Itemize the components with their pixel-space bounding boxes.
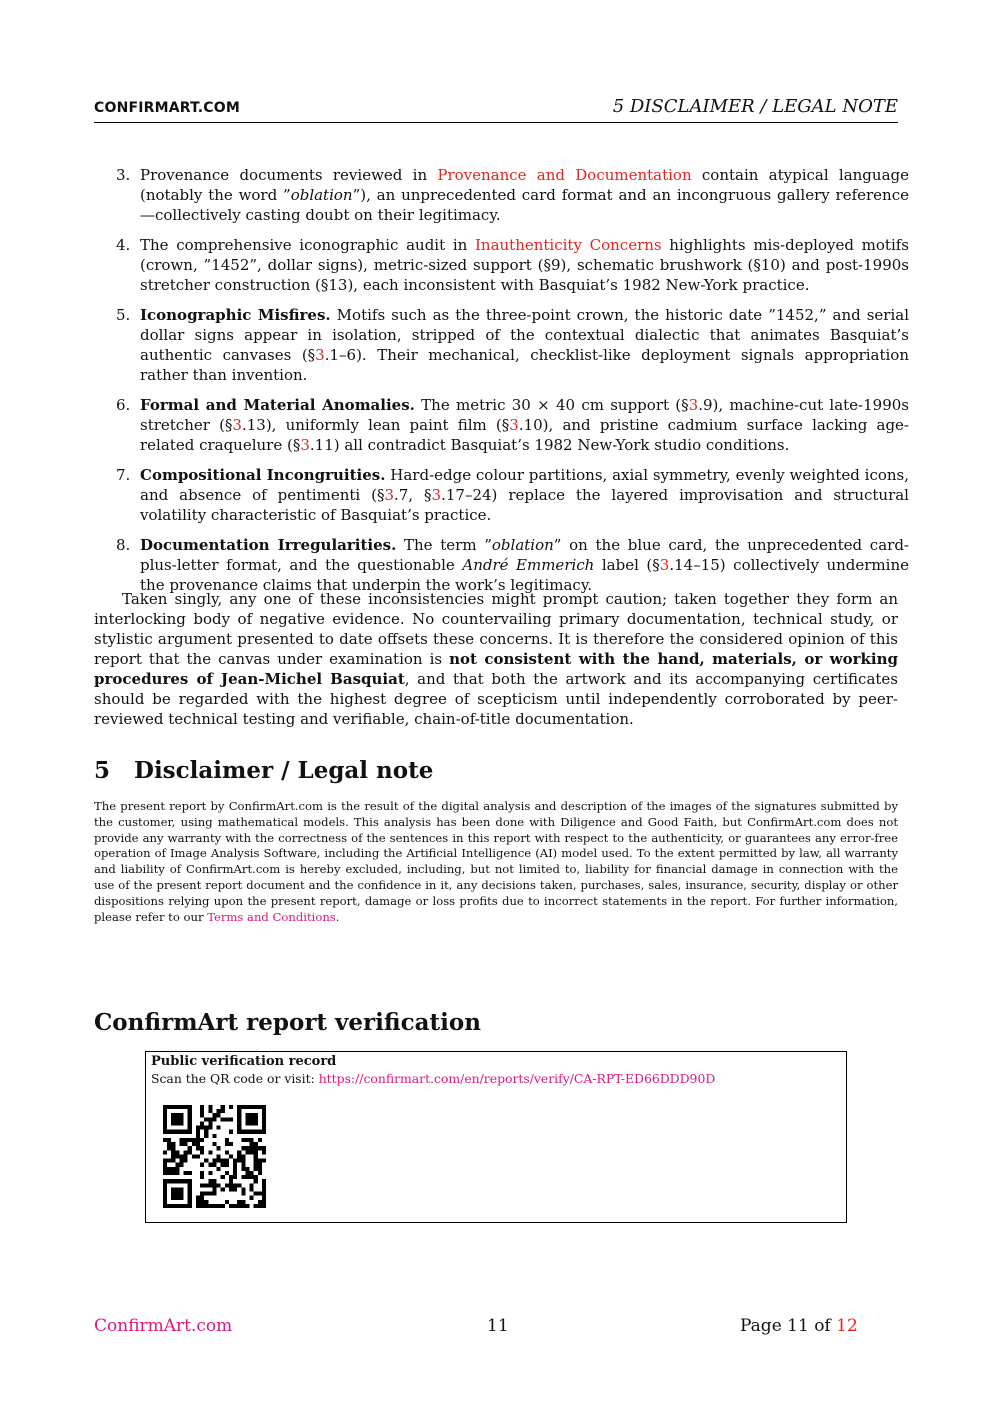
provenance-link[interactable]: Provenance and Documentation (437, 166, 692, 184)
item-text: .1–6). Their mechanical, checklist-like deployment signals appropriation rather than invention. (140, 346, 909, 384)
item-text: .14–15) collectively undermine the provenance claims that underpin the work’s legitimacy. (140, 556, 909, 594)
item-number: 7. (116, 466, 131, 484)
item-text: Motifs such as the three-point crown, the historic date ”1452,” and serial dollar signs appear in isolation, stripped of the contextual dialectic that animates Basquiat’s authentic canvases (§ (140, 306, 910, 364)
item-text: Provenance documents reviewed in (140, 166, 438, 184)
item-heading: Formal and Material Anomalies. (140, 396, 415, 414)
disclaimer-end: . (335, 909, 340, 924)
summary-conclusion: not consistent with the hand, materials, or working procedures of Jean-Michel Basquiat (94, 650, 898, 688)
item-text: contain atypical language (notably the word ” (140, 166, 909, 204)
summary-text: Taken singly, any one of these inconsistencies might prompt caution; taken together they form an interlocking body of negative evidence. No countervailing primary documentation, technical study, or stylistic argument presented to date offsets these concerns. It is therefore the considered opinion of this report that the canvas under examination is (94, 590, 898, 668)
inauthenticity-link[interactable]: Inauthenticity Concerns (474, 236, 662, 254)
item-emphasis: André Emmerich (462, 556, 595, 574)
item-heading: Compositional Incongruities. (140, 466, 386, 484)
item-number: 8. (116, 536, 131, 554)
list-item (94, 235, 909, 295)
confirmart-logo: CONFIRMART.COM (94, 100, 241, 116)
list-item (94, 465, 909, 525)
verification-box-title: Public verification record (151, 1054, 337, 1069)
list-item (94, 305, 909, 385)
section-number: 5 (94, 757, 111, 784)
section-ref-link[interactable]: 3 (431, 486, 442, 504)
section-ref-link[interactable]: 3 (509, 416, 519, 434)
item-text: Hard-edge colour partitions, axial symmetry, evenly weighted icons, and absence of pentimenti (§ (140, 466, 909, 504)
item-text: ” on the blue card, the unprecedented card-plus-letter format, and the questionable (140, 536, 909, 574)
section-ref-link[interactable]: 3 (688, 396, 699, 414)
section-title: Disclaimer / Legal note (134, 757, 434, 784)
item-text: .13), uniformly lean paint film (§ (241, 416, 510, 434)
item-text: The term ” (396, 536, 492, 554)
item-text: ”), an unprecedented card format and an incongruous gallery reference—collectively casting doubt on their legitimacy. (140, 186, 909, 224)
item-text: label (§ (594, 556, 660, 574)
item-number: 3. (116, 166, 131, 184)
item-emphasis: oblation (290, 186, 353, 204)
disclaimer-text (94, 799, 898, 925)
section-ref-link[interactable]: 3 (384, 486, 395, 504)
verification-box (145, 1051, 847, 1223)
qr-code-icon[interactable] (163, 1105, 266, 1208)
item-text: .9), machine-cut late-1990s stretcher (§ (140, 396, 909, 434)
section-ref-link[interactable]: 3 (659, 556, 670, 574)
list-item (94, 165, 909, 225)
list-item (94, 535, 909, 595)
section-ref-link[interactable]: 3 (315, 346, 325, 364)
terms-link[interactable]: Terms and Conditions (207, 909, 336, 924)
section-ref-link[interactable]: 3 (300, 436, 310, 454)
page-prefix: Page 11 of (740, 1316, 837, 1336)
footer-page-number: 11 (487, 1316, 509, 1336)
item-text: The comprehensive iconographic audit in (140, 236, 475, 254)
page-header (94, 96, 898, 123)
item-text: highlights mis-deployed motifs (crown, ”1452”, dollar signs), metric-sized support (§9), schematic brushwork (§10) and post-1990s stretcher construction (§13), each inconsistent with Basquiat’s 1982 New-York practice. (140, 236, 909, 294)
item-text: .7, § (394, 486, 432, 504)
verification-instructions (151, 1071, 715, 1086)
footer-site-link[interactable]: ConfirmArt.com (94, 1316, 233, 1336)
verification-heading: ConfirmArt report verification (94, 1009, 481, 1036)
verification-url-link[interactable]: https://confirmart.com/en/reports/verify/CA-RPT-ED66DDD90D (318, 1071, 716, 1086)
item-text: The metric 30 × 40 cm support (§ (414, 396, 689, 414)
disclaimer-heading (94, 757, 433, 784)
findings-list (94, 165, 909, 605)
item-number: 4. (116, 236, 131, 254)
item-text: .10), and pristine cadmium surface lacking age-related craquelure (§ (140, 416, 910, 454)
scan-text: Scan the QR code or visit: (151, 1071, 319, 1086)
item-heading: Documentation Irregularities. (140, 536, 397, 554)
list-item (94, 395, 909, 455)
item-number: 5. (116, 306, 131, 324)
item-number: 6. (116, 396, 131, 414)
item-text: .11) all contradict Basquiat’s 1982 New-York studio conditions. (309, 436, 790, 454)
item-emphasis: oblation (491, 536, 554, 554)
summary-paragraph (94, 589, 898, 729)
total-pages-link[interactable]: 12 (836, 1316, 858, 1336)
disclaimer-body: The present report by ConfirmArt.com is the result of the digital analysis and description of the images of the signatures submitted by the customer, using mathematical models. This analysis has been done with Diligence and Good Faith, but ConfirmArt.com does not provide any warranty with the correctness of the sentences in this report with respect to the authenticity, or guarantees any error-free operation of Image Analysis Software, including the Artificial Intelligence (AI) model used. To the extent permitted by law, all warranty and liability of ConfirmArt.com is hereby excluded, including, but not limited to, liability for financial damage in connection with the use of the present report document and the confidence in it, any decisions taken, purchases, sales, insurance, security, display or other dispositions relying upon the present report, damage or loss profits due to incorrect statements in the report. For further information, please refer to our (94, 799, 898, 924)
section-ref-link[interactable]: 3 (232, 416, 242, 434)
running-section-title: 5 DISCLAIMER / LEGAL NOTE (612, 96, 898, 117)
summary-text: , and that both the artwork and its accompanying certificates should be regarded with the highest degree of scepticism until independently corroborated by peer-reviewed technical testing and verifiable, chain-of-title documentation. (94, 670, 899, 728)
footer-page-count (740, 1316, 858, 1336)
item-text: .17–24) replace the layered improvisation and structural volatility characteristic of Basquiat’s practice. (140, 486, 909, 524)
item-heading: Iconographic Misfires. (140, 306, 331, 324)
